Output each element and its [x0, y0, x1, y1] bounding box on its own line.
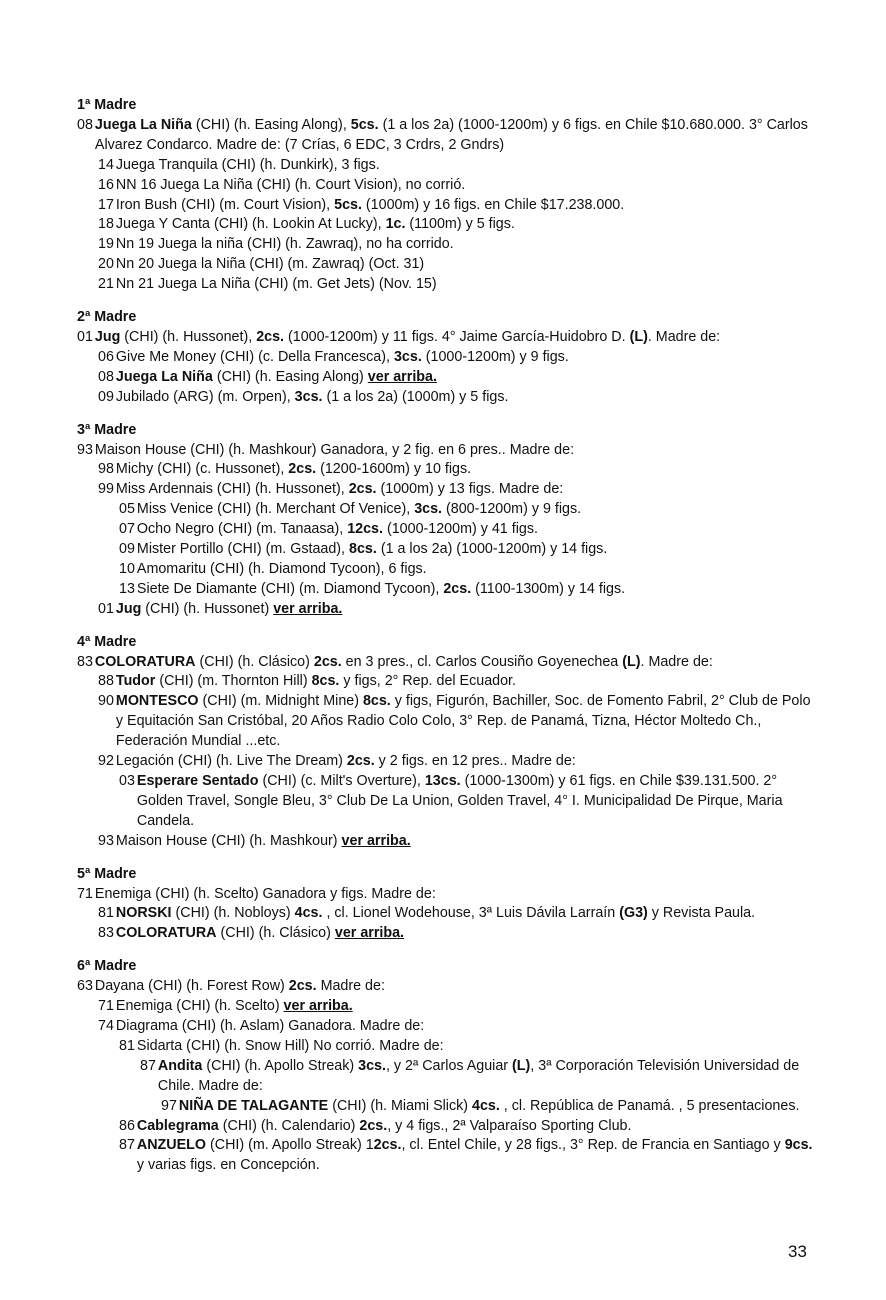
text-run: en 3 pres., cl. Carlos Cousiño Goyenechea — [341, 653, 623, 670]
entry-line — [98, 832, 817, 852]
dam-section — [77, 421, 817, 620]
entry-text — [116, 672, 817, 692]
entry-year: 93 — [98, 832, 114, 849]
entry-text — [116, 1017, 817, 1037]
entry-line — [98, 1017, 817, 1037]
section-heading: 4ª Madre — [77, 633, 137, 650]
text-run: (CHI) (h. Hussonet) — [141, 600, 274, 617]
entry-year: 09 — [119, 541, 135, 558]
entry-year: 01 — [77, 328, 93, 345]
section-heading: 5ª Madre — [77, 865, 137, 882]
text-run: (CHI) (m. Midnight Mine) — [198, 693, 363, 710]
pedigree-entry — [119, 580, 817, 600]
text-run: Enemiga (CHI) (h. Scelto) — [115, 998, 284, 1015]
pedigree-entry — [98, 215, 817, 235]
bold-text: 8cs. — [349, 541, 377, 558]
text-run: (CHI) (m. Apollo Streak) 1 — [206, 1137, 374, 1154]
entry-year: 71 — [77, 885, 93, 902]
pedigree-entry — [119, 520, 817, 540]
entry-line — [98, 752, 817, 772]
entry-text — [95, 653, 817, 673]
entry-line — [77, 328, 817, 348]
entry-line — [119, 540, 817, 560]
text-run: (800-1200m) y 9 figs. — [442, 501, 582, 518]
pedigree-entry — [77, 116, 817, 295]
ver-arriba-link[interactable]: ver arriba. — [273, 600, 343, 617]
entry-year: 90 — [98, 693, 114, 710]
pedigree-entry — [77, 885, 817, 945]
text-run: Enemiga (CHI) (h. Scelto) Ganadora y figs. Madre de: — [94, 885, 436, 902]
text-run: , cl. Lionel Wodehouse, 3ª Luis Dávila Larraín — [322, 905, 620, 922]
text-run: NN 16 Juega La Niña (CHI) (h. Court Vision), no corrió. — [115, 176, 466, 193]
entry-year: 88 — [98, 673, 114, 690]
entry-line — [98, 196, 817, 216]
entry-text — [116, 275, 817, 295]
bold-text: (G3) — [619, 905, 648, 922]
entry-text — [179, 1097, 817, 1117]
text-run: (CHI) (h. Clásico) — [195, 653, 314, 670]
bold-text: 5cs. — [334, 196, 362, 213]
entry-text — [137, 500, 817, 520]
entry-text — [116, 235, 817, 255]
entry-text — [137, 540, 817, 560]
entry-line — [98, 600, 817, 620]
entry-text — [116, 997, 817, 1017]
entry-year: 97 — [161, 1097, 177, 1114]
entry-line — [98, 997, 817, 1017]
pedigree-entry — [98, 832, 817, 852]
text-run: (CHI) (h. Apollo Streak) — [202, 1057, 359, 1074]
text-run: (CHI) (h. Nobloys) — [171, 905, 295, 922]
pedigree-entry — [119, 540, 817, 560]
entry-text — [116, 156, 817, 176]
entry-line — [161, 1097, 817, 1117]
bold-text: Andita — [157, 1057, 203, 1074]
entry-year: 03 — [119, 773, 135, 789]
bold-text: 2cs. — [288, 461, 317, 478]
entry-line — [119, 1136, 817, 1176]
entry-year: 07 — [119, 521, 135, 538]
pedigree-entry — [98, 368, 817, 388]
pedigree-entry — [77, 977, 817, 1176]
bold-text: 9cs. — [784, 1137, 813, 1154]
text-run: (1200-1600m) y 10 figs. — [316, 461, 472, 478]
bold-text: 3cs. — [358, 1057, 386, 1074]
text-run: (1000-1200m) y 9 figs. — [421, 348, 569, 365]
text-run: (CHI) (h. Easing Along) — [212, 368, 368, 385]
text-run: (1000m) y 16 figs. en Chile $17.238.000. — [361, 196, 625, 213]
entry-year: 13 — [119, 580, 135, 597]
pedigree-entry — [98, 997, 817, 1017]
text-run: (1 a los 2a) (1000-1200m) y 6 figs. en Chile $10.680.000. 3° Carlos Alvarez Condarco. Madre de: (7 Crías, 6 EDC, 3 Crdrs, 2 Gndrs) — [94, 116, 808, 153]
text-run: Dayana (CHI) (h. Forest Row) — [94, 978, 289, 995]
offspring-list — [98, 997, 817, 1176]
entry-text — [116, 176, 817, 196]
entry-year: 14 — [98, 156, 114, 173]
text-run: (CHI) (h. Easing Along), — [191, 116, 351, 133]
offspring-list — [161, 1097, 817, 1117]
entry-year: 83 — [77, 653, 93, 670]
entry-year: 05 — [119, 501, 135, 518]
offspring-list — [119, 772, 817, 832]
pedigree-entry — [119, 1037, 817, 1117]
text-run: , y 4 figs., 2ª Valparaíso Sporting Club. — [387, 1117, 632, 1134]
entry-line — [98, 672, 817, 692]
entry-text — [116, 196, 817, 216]
entry-line — [98, 156, 817, 176]
entry-year: 81 — [98, 905, 114, 922]
text-run: Maison House (CHI) (h. Mashkour) Ganadora, y 2 fig. en 6 pres.. Madre de: — [94, 441, 575, 458]
text-run: Ocho Negro (CHI) (m. Tanaasa), — [136, 521, 348, 538]
bold-text: 12cs. — [347, 521, 383, 538]
offspring-list — [98, 460, 817, 619]
text-run: (CHI) (c. Milt's Overture), — [258, 773, 425, 789]
entry-text — [116, 348, 817, 368]
entry-year: 01 — [98, 600, 114, 617]
bold-text: 3cs. — [294, 388, 323, 405]
text-run: y figs, 2° Rep. del Ecuador. — [339, 673, 516, 690]
entry-line — [119, 1117, 817, 1137]
entry-line — [77, 885, 817, 905]
entry-line — [98, 368, 817, 388]
entry-line — [98, 215, 817, 235]
text-run: Iron Bush (CHI) (m. Court Vision), — [115, 196, 335, 213]
pedigree-entry — [77, 653, 817, 852]
bold-text: MONTESCO — [115, 693, 199, 710]
pedigree-entry — [119, 1136, 817, 1176]
text-run: (1 a los 2a) (1000m) y 5 figs. — [322, 388, 509, 405]
text-run: Miss Venice (CHI) (h. Merchant Of Venice), — [136, 501, 415, 518]
text-run: (CHI) (h. Miami Slick) — [328, 1097, 472, 1114]
text-run: Michy (CHI) (c. Hussonet), — [115, 461, 289, 478]
bold-text: Jug — [115, 600, 142, 617]
text-run: . Madre de: — [640, 653, 713, 670]
entry-line — [98, 176, 817, 196]
pedigree-entry — [98, 196, 817, 216]
section-heading: 2ª Madre — [77, 309, 137, 326]
text-run: Madre de: — [316, 978, 385, 995]
offspring-list — [98, 672, 817, 851]
pedigree-entry — [119, 560, 817, 580]
pedigree-entry — [119, 1117, 817, 1137]
bold-text: 3cs. — [414, 501, 443, 518]
entry-year: 87 — [140, 1057, 156, 1074]
entry-line — [119, 772, 817, 832]
entry-text — [116, 388, 817, 408]
bold-text: 2cs. — [346, 753, 375, 770]
text-run: , cl. República de Panamá. , 5 presentaciones. — [499, 1097, 800, 1114]
entry-line — [98, 388, 817, 408]
pedigree-entry — [98, 460, 817, 480]
entry-line — [98, 460, 817, 480]
offspring-list — [119, 500, 817, 600]
pedigree-entry — [119, 772, 817, 832]
entry-year: 08 — [77, 116, 93, 133]
entry-text — [137, 580, 817, 600]
entry-text — [116, 460, 817, 480]
text-run: , cl. Entel Chile, y 28 figs., 3° Rep. de Francia en Santiago y — [401, 1137, 785, 1154]
text-run: (CHI) (m. Thornton Hill) — [155, 673, 312, 690]
entry-line — [119, 1037, 817, 1057]
bold-text: Juega La Niña — [94, 116, 192, 133]
entry-year: 63 — [77, 978, 93, 995]
entry-line — [77, 116, 817, 156]
text-run: Give Me Money (CHI) (c. Della Francesca), — [115, 348, 394, 365]
text-run: Juega Y Canta (CHI) (h. Lookin At Lucky), — [115, 216, 386, 233]
entry-line — [119, 580, 817, 600]
pedigree-entry — [98, 672, 817, 692]
section-heading: 1ª Madre — [77, 97, 137, 113]
offspring-list — [119, 1037, 817, 1176]
ver-arriba-link[interactable]: ver arriba. — [341, 832, 411, 849]
bold-text: 4cs. — [294, 905, 323, 922]
dam-section — [77, 865, 817, 945]
bold-text: Cablegrama — [136, 1117, 219, 1134]
text-run: Miss Ardennais (CHI) (h. Hussonet), — [115, 481, 349, 498]
text-run: (CHI) (h. Clásico) — [216, 925, 335, 942]
entry-text — [116, 752, 817, 772]
entry-year: 87 — [119, 1137, 135, 1154]
pedigree-entry — [98, 348, 817, 368]
text-run: Jubilado (ARG) (m. Orpen), — [115, 388, 295, 405]
pedigree-entry — [98, 275, 817, 295]
entry-text — [116, 832, 817, 852]
pedigree-entry — [98, 904, 817, 924]
text-run: y varias figs. en Concepción. — [136, 1157, 320, 1174]
ver-arriba-link[interactable]: ver arriba. — [283, 998, 353, 1015]
entry-line — [98, 692, 817, 752]
text-run: , 3ª Corporación Televisión Universidad de Chile. Madre de: — [157, 1057, 800, 1094]
offspring-list — [140, 1057, 817, 1117]
entry-text — [137, 1136, 817, 1176]
entry-year: 20 — [98, 256, 114, 273]
bold-text: (L) — [629, 328, 648, 345]
bold-text: 2cs. — [288, 978, 317, 995]
entry-line — [77, 977, 817, 997]
entry-year: 99 — [98, 481, 114, 498]
entry-year: 86 — [119, 1117, 135, 1134]
entry-text — [116, 255, 817, 275]
entry-text — [116, 692, 817, 752]
pedigree-entry — [98, 924, 817, 944]
entry-line — [77, 653, 817, 673]
bold-text: Jug — [94, 328, 121, 345]
pedigree-entry — [161, 1097, 817, 1117]
entry-year: 18 — [98, 216, 114, 233]
offspring-list — [98, 904, 817, 944]
dam-section — [77, 633, 817, 852]
dam-section — [77, 957, 817, 1176]
entry-year: 92 — [98, 753, 114, 770]
bold-text: COLORATURA — [94, 653, 196, 670]
bold-text: 3cs. — [393, 348, 422, 365]
pedigree-entry — [98, 235, 817, 255]
entry-year: 08 — [98, 368, 114, 385]
bold-text: ANZUELO — [136, 1137, 207, 1154]
text-run: (1000-1300m) y 61 figs. en Chile $39.131.500. 2° Golden Travel, Songle Bleu, 3° Club De La Union, Golden Travel, 4° I. Municipalidad De Pirque, Maria Candela. — [136, 773, 783, 829]
entry-text — [95, 441, 817, 461]
pedigree-entry — [77, 441, 817, 620]
text-run: (CHI) (h. Hussonet), — [120, 328, 257, 345]
entry-year: 16 — [98, 176, 114, 193]
entry-line — [77, 441, 817, 461]
entry-text — [137, 772, 817, 832]
entry-text — [137, 1037, 817, 1057]
text-run: . Madre de: — [647, 328, 721, 345]
entry-line — [98, 275, 817, 295]
entry-line — [119, 560, 817, 580]
text-run: (1000-1200m) y 41 figs. — [382, 521, 538, 538]
bold-text: 2cs. — [256, 328, 285, 345]
text-run: Nn 21 Juega La Niña (CHI) (m. Get Jets) (Nov. 15) — [115, 276, 437, 293]
entry-year: 93 — [77, 441, 93, 458]
bold-text: 1c. — [385, 216, 406, 233]
section-heading: 6ª Madre — [77, 958, 137, 975]
text-run: Maison House (CHI) (h. Mashkour) — [115, 832, 342, 849]
text-run: Juega Tranquila (CHI) (h. Dunkirk), 3 figs. — [115, 156, 380, 173]
entry-year: 81 — [119, 1037, 135, 1054]
pedigree-entry — [98, 752, 817, 832]
text-run: Sidarta (CHI) (h. Snow Hill) No corrió. Madre de: — [136, 1037, 444, 1054]
pedigree-entry — [98, 388, 817, 408]
bold-text: 2cs. — [348, 481, 377, 498]
entry-text — [116, 480, 817, 500]
text-run: (1 a los 2a) (1000-1200m) y 14 figs. — [376, 541, 608, 558]
entry-line — [119, 500, 817, 520]
bold-text: Esperare Sentado — [136, 773, 259, 789]
text-run: , y 2ª Carlos Aguiar — [385, 1057, 513, 1074]
entry-year: 19 — [98, 236, 114, 253]
bold-text: 2cs. — [313, 653, 342, 670]
text-run: Mister Portillo (CHI) (m. Gstaad), — [136, 541, 350, 558]
entry-text — [116, 904, 817, 924]
section-heading: 3ª Madre — [77, 421, 137, 438]
text-run: (CHI) (h. Calendario) — [218, 1117, 360, 1134]
text-run: Legación (CHI) (h. Live The Dream) — [115, 753, 347, 770]
entry-text — [137, 1117, 817, 1137]
bold-text: (L) — [622, 653, 641, 670]
entry-text — [95, 116, 817, 156]
entry-year: 21 — [98, 276, 114, 293]
ver-arriba-link[interactable]: ver arriba. — [334, 925, 405, 942]
bold-text: COLORATURA — [115, 925, 217, 942]
entry-year: 83 — [98, 925, 114, 942]
ver-arriba-link[interactable]: ver arriba. — [367, 368, 437, 385]
entry-text — [95, 885, 817, 905]
pedigree-page — [77, 96, 817, 1189]
entry-year: 74 — [98, 1017, 114, 1034]
text-run: y figs, Figurón, Bachiller, Soc. de Fomento Fabril, 2° Club de Polo y Equitación San Cristóbal, 20 Años Radio Colo Colo, 3° Rep. de Panamá, Tizna, Héctor Moltedo Ch., Federación Mundial ...etc. — [115, 693, 811, 750]
entry-line — [119, 520, 817, 540]
entry-text — [116, 924, 817, 944]
text-run: (1100-1300m) y 14 figs. — [471, 580, 626, 597]
entry-year: 98 — [98, 461, 114, 478]
entry-line — [98, 235, 817, 255]
pedigree-entry — [98, 480, 817, 599]
text-run: (1000m) y 13 figs. Madre de: — [376, 481, 564, 498]
bold-text: NIÑA DE TALAGANTE — [178, 1097, 329, 1114]
text-run: Nn 19 Juega la niña (CHI) (h. Zawraq), no ha corrido. — [115, 236, 454, 253]
bold-text: 2cs. — [443, 580, 472, 597]
bold-text: 2cs. — [373, 1137, 402, 1154]
pedigree-entry — [119, 500, 817, 520]
entry-text — [95, 977, 817, 997]
offspring-list — [98, 348, 817, 408]
text-run: Siete De Diamante (CHI) (m. Diamond Tycoon), — [136, 580, 444, 597]
pedigree-entry — [98, 156, 817, 176]
text-run: Diagrama (CHI) (h. Aslam) Ganadora. Madre de: — [115, 1017, 425, 1034]
bold-text: 8cs. — [362, 693, 391, 710]
bold-text: 8cs. — [311, 673, 340, 690]
entry-line — [98, 480, 817, 500]
pedigree-entry — [98, 600, 817, 620]
bold-text: 2cs. — [359, 1117, 388, 1134]
text-run: Amomaritu (CHI) (h. Diamond Tycoon), 6 figs. — [136, 560, 427, 577]
dam-section — [77, 96, 817, 295]
entry-text — [116, 215, 817, 235]
bold-text: 13cs. — [424, 773, 461, 789]
entry-text — [158, 1057, 817, 1097]
entry-year: 10 — [119, 560, 135, 577]
bold-text: Juega La Niña — [115, 368, 213, 385]
pedigree-entry — [98, 255, 817, 275]
pedigree-entry — [98, 176, 817, 196]
entry-text — [95, 328, 817, 348]
bold-text: 5cs. — [350, 116, 379, 133]
bold-text: Tudor — [115, 673, 156, 690]
entry-line — [98, 255, 817, 275]
text-run: (1000-1200m) y 11 figs. 4° Jaime García-Huidobro D. — [284, 328, 630, 345]
entry-line — [98, 924, 817, 944]
text-run: y 2 figs. en 12 pres.. Madre de: — [374, 753, 576, 770]
entry-year: 71 — [98, 998, 114, 1015]
pedigree-entry — [98, 692, 817, 752]
bold-text: 4cs. — [472, 1097, 500, 1114]
offspring-list — [98, 156, 817, 295]
pedigree-entry — [98, 1017, 817, 1176]
bold-text: NORSKI — [115, 905, 172, 922]
entry-line — [98, 904, 817, 924]
entry-line — [98, 348, 817, 368]
pedigree-entry — [77, 328, 817, 408]
text-run: y Revista Paula. — [647, 905, 756, 922]
entry-year: 06 — [98, 348, 114, 365]
text-run: Nn 20 Juega la Niña (CHI) (m. Zawraq) (Oct. 31) — [115, 256, 425, 273]
bold-text: (L) — [512, 1057, 531, 1074]
entry-text — [137, 520, 817, 540]
entry-text — [137, 560, 817, 580]
entry-year: 17 — [98, 196, 114, 213]
dam-section — [77, 308, 817, 408]
entry-text — [116, 600, 817, 620]
entry-text — [116, 368, 817, 388]
entry-line — [140, 1057, 817, 1097]
entry-year: 09 — [98, 388, 114, 405]
pedigree-entry — [140, 1057, 817, 1117]
page-number: 33 — [788, 1242, 807, 1261]
text-run: (1100m) y 5 figs. — [405, 216, 515, 233]
